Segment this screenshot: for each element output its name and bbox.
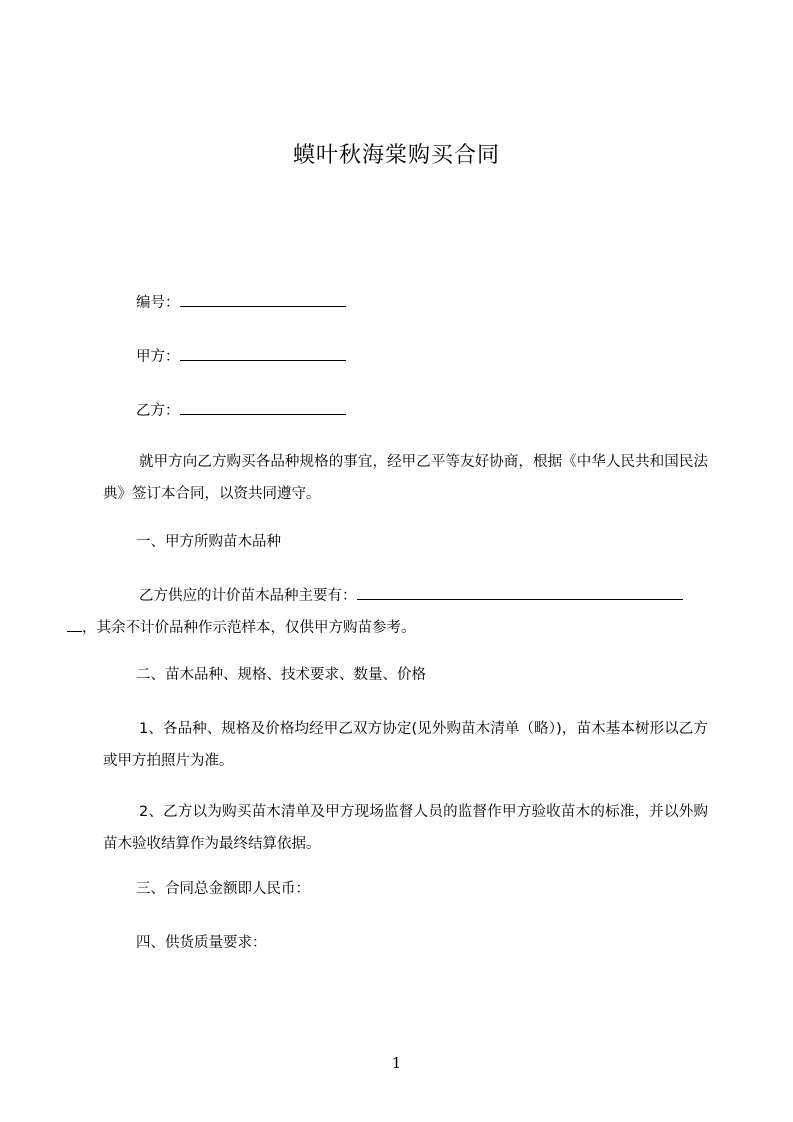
field-number-blank (180, 291, 346, 307)
field-party-a-blank (180, 345, 346, 361)
field-number-label: 编号： (136, 295, 180, 311)
field-number (136, 291, 346, 313)
field-party-a (136, 345, 346, 367)
section4-heading: 四、供货质量要求： (136, 935, 267, 951)
section1-text-b: ，其余不计价品种作示范样本，仅供甲方购苗参考。 (82, 620, 416, 636)
section1-text-a: 乙方供应的计价苗木品种主要有： (139, 588, 357, 604)
section2-item2: 2、乙方以为购买苗木清单及甲方现场监督人员的监督作甲方验收苗木的标准，并以外购苗木验收结算作为最终结算依据。 (103, 804, 708, 852)
section1-blank-cont (67, 616, 82, 632)
document-title: 蟆叶秋海棠购买合同 (292, 143, 500, 168)
intro-paragraph: 就甲方向乙方购买各品种规格的事宜，经甲乙平等友好协商，根据《中华人民共和国民法典》签订本合同，以资共同遵守。 (103, 454, 708, 502)
section1-blank (357, 584, 683, 600)
section1-paragraph (82, 580, 708, 644)
field-party-b (136, 399, 346, 421)
page-number: 1 (391, 1054, 402, 1072)
section1-heading: 一、甲方所购苗木品种 (136, 534, 281, 550)
field-party-b-label: 乙方： (136, 403, 180, 419)
field-party-b-blank (180, 399, 346, 415)
section2-heading: 二、苗木品种、规格、技术要求、数量、价格 (136, 667, 426, 683)
field-party-a-label: 甲方： (136, 349, 180, 365)
section3-heading: 三、合同总金额即人民币： (136, 881, 310, 897)
section2-item1: 1、各品种、规格及价格均经甲乙双方协定(见外购苗木清单（略）)，苗木基本树形以乙方或甲方拍照片为准。 (103, 721, 708, 769)
